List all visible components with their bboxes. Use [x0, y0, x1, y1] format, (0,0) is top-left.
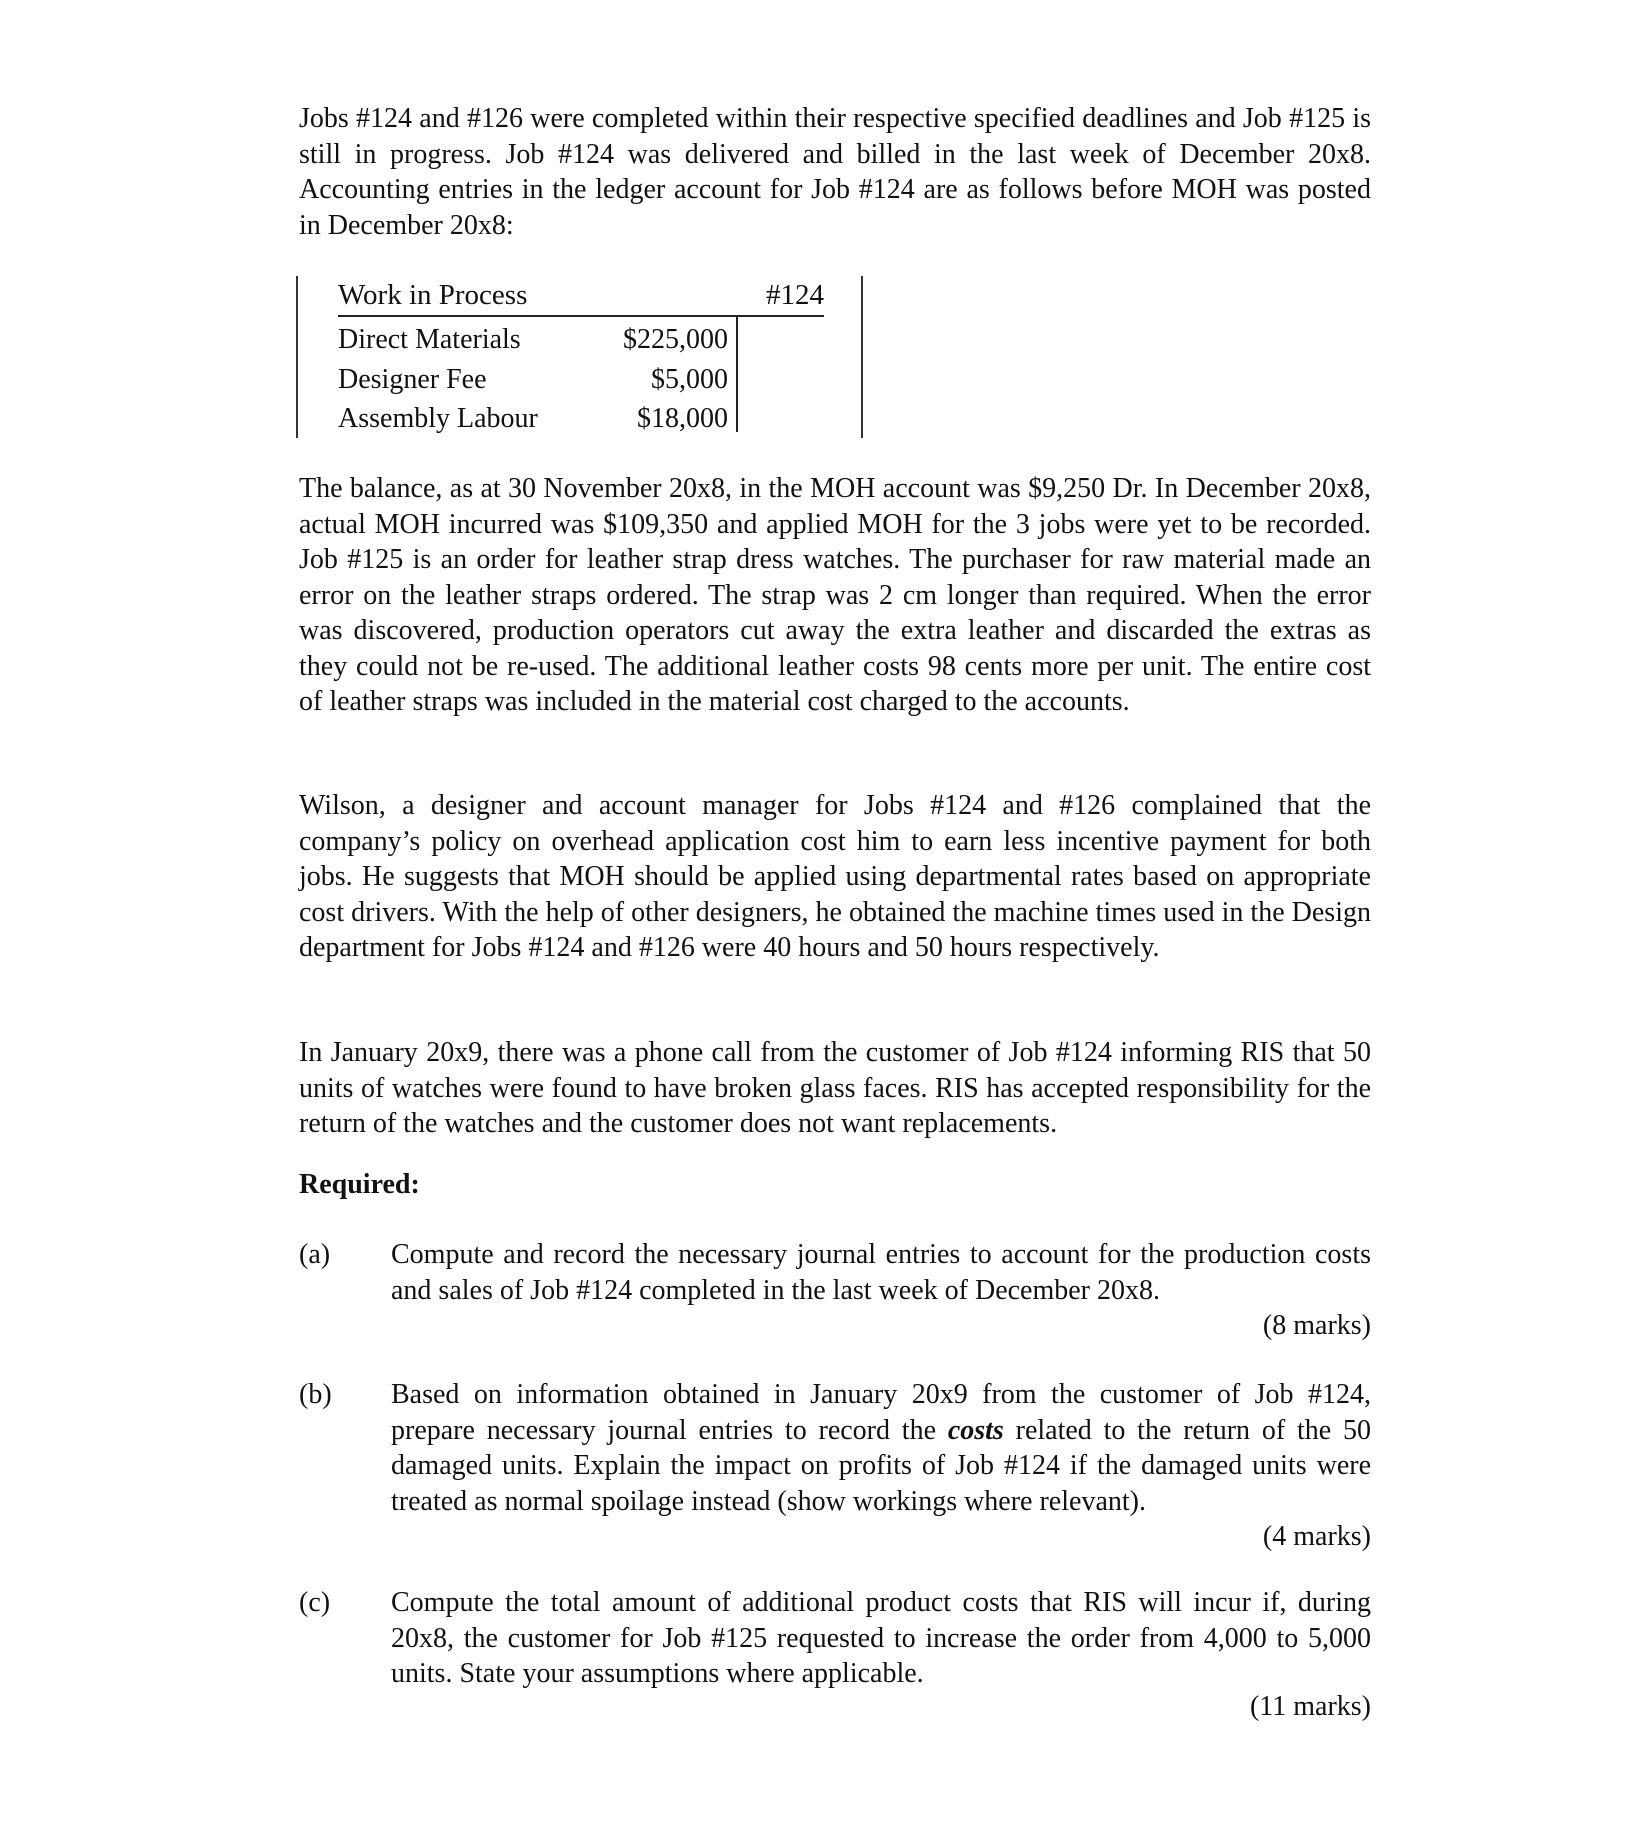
ledger-entry-amount: $18,000 [637, 403, 728, 434]
question-label: (b) [299, 1379, 332, 1410]
ledger-entry-label: Designer Fee [338, 363, 487, 395]
ledger-entry [338, 320, 728, 360]
question-marks: (11 marks) [1249, 1691, 1371, 1722]
ledger-entry-amount: $225,000 [623, 324, 728, 355]
question-text-after: related to the return of the 50 damaged units. Explain the impact on profits of Job #124 if the damaged units were treated as normal spoilage instead (show workings where relevant). [391, 1414, 1371, 1517]
ledger-vertical-rule [736, 316, 738, 432]
question-text [391, 1377, 1371, 1519]
question-text: Compute and record the necessary journal entries to account for the production costs and sales of Job #124 completed in the last week of December 20x8. [391, 1239, 1371, 1306]
question-text-before: Based on information obtained in January 20x9 from the customer of Job #124, prepare necessary journal entries to record the [391, 1379, 1371, 1446]
paragraph-wilson: Wilson, a designer and account manager for Jobs #124 and #126 complained that the company’s policy on overhead application cost him to earn less incentive payment for both jobs. He suggests that MOH should be applied using departmental rates based on appropriate cost drivers. With the help of other designers, he obtained the machine times used in the Design department for Jobs #124 and #126 were 40 hours and 50 hours respectively. [299, 790, 1371, 963]
question-label: (a) [299, 1239, 331, 1270]
ledger-entry-label: Direct Materials [338, 324, 521, 355]
ledger-t-account [296, 276, 864, 438]
question-text: Compute the total amount of additional product costs that RIS will incur if, during 20x8, the customer for Job #125 requested to increase the order from 4,000 to 5,000 units. State your assumptions where applicable. [391, 1587, 1371, 1689]
ledger-title: Work in Process [338, 279, 528, 311]
paragraph-moh-balance: The balance, as at 30 November 20x8, in the MOH account was $9,250 Dr. In December 20x8, actual MOH incurred was $109,350 and applied MOH for the 3 jobs were yet to be recorded. Job #125 is an order for leather strap dress watches. The purchaser for raw material made an error on the leather straps ordered. The strap was 2 cm longer than required. When the error was discovered, production operators cut away the extra leather and discarded the extras as they could not be re-used. The additional leather costs 98 cents more per unit. The entire cost of leather straps was included in the material cost charged to the accounts. [299, 473, 1371, 717]
emphasized-costs: costs [947, 1414, 1004, 1446]
paragraph-intro: Jobs #124 and #126 were completed within their respective specified deadlines and Job #125 is still in progress. Job #124 was delivered and billed in the last week of December 20x8. Accounting entries in the ledger account for Job #124 are as follows before MOH was posted in December 20x8: [299, 103, 1371, 241]
question-marks: (4 marks) [1262, 1521, 1371, 1552]
ledger-entry-amount: $5,000 [651, 363, 728, 395]
ledger-right-border [861, 276, 863, 438]
ledger-entry [338, 399, 728, 439]
required-heading: Required: [299, 1169, 420, 1200]
question-marks: (8 marks) [1262, 1310, 1371, 1341]
question-label: (c) [299, 1587, 331, 1618]
ledger-horizontal-rule [338, 315, 824, 317]
ledger-entry [338, 360, 728, 400]
ledger-debit-entries [338, 320, 728, 439]
paragraph-january-return: In January 20x9, there was a phone call from the customer of Job #124 informing RIS that 50 units of watches were found to have broken glass faces. RIS has accepted responsibility for the return of the watches and the customer does not want replacements. [299, 1037, 1371, 1139]
ledger-job-number: #124 [766, 279, 824, 311]
ledger-entry-label: Assembly Labour [338, 403, 538, 434]
ledger-left-border [296, 276, 298, 438]
